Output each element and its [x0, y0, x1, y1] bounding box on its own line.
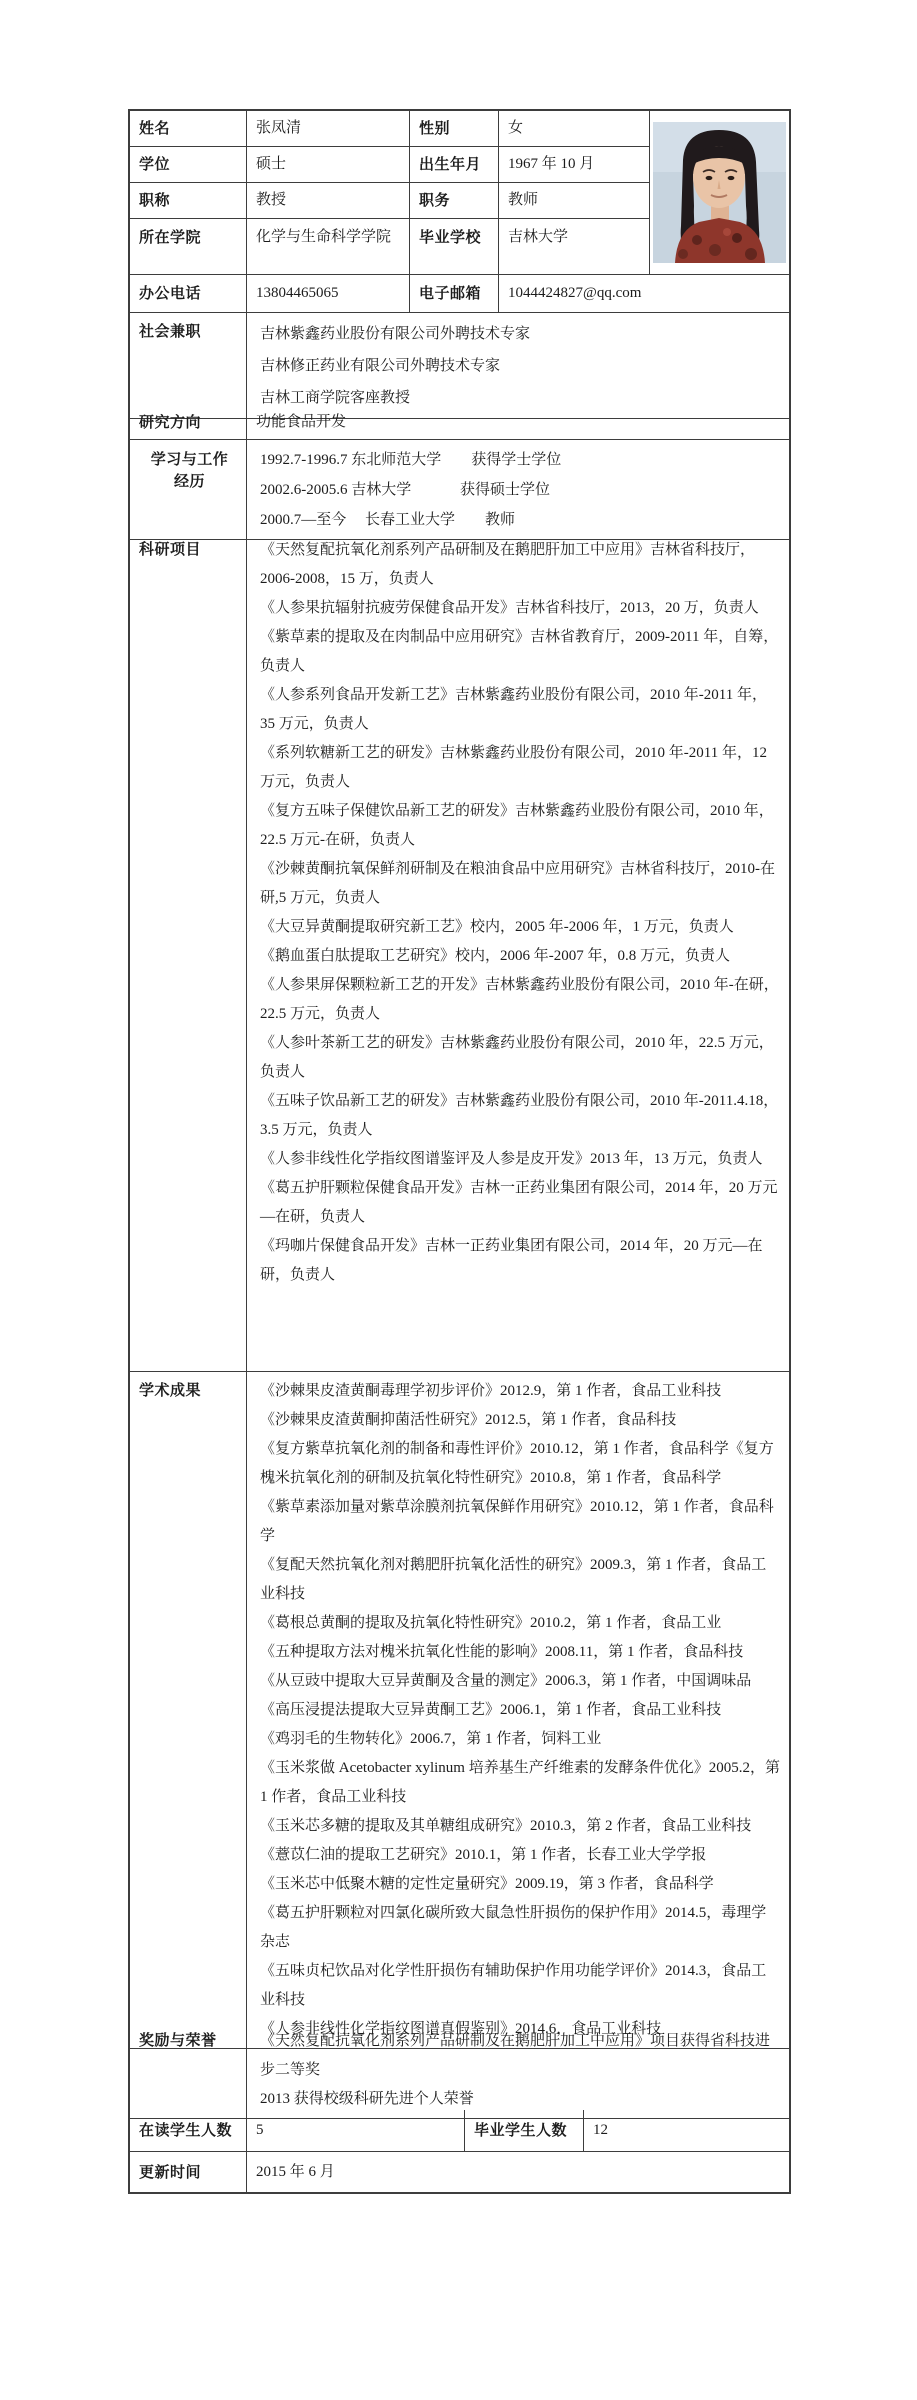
list-item: 《紫草素添加量对紫草涂膜剂抗氧保鲜作用研究》2010.12，第 1 作者，食品科学	[260, 1499, 774, 1544]
current-students-value: 5	[247, 2110, 465, 2152]
achievements-list	[247, 1372, 789, 2049]
projects-list	[247, 531, 789, 1372]
name-value: 张凤清	[247, 111, 410, 147]
college-value: 化学与生命科学学院	[247, 219, 410, 275]
list-item: 吉林紫鑫药业股份有限公司外聘技术专家	[260, 326, 531, 342]
list-item: 《五味子饮品新工艺的研发》吉林紫鑫药业股份有限公司，2010 年-2011.4.18，3.5 万元，负责人	[260, 1093, 779, 1138]
students-row	[130, 2110, 789, 2152]
list-item: 《五种提取方法对槐米抗氧化性能的影响》2008.11，第 1 作者，食品科技	[260, 1644, 744, 1660]
list-item: 《复方紫草抗氧化剂的制备和毒性评价》2010.12，第 1 作者，食品科学《复方槐米抗氧化剂的研制及抗氧化特性研究》2010.8，第 1 作者，食品科学	[260, 1441, 774, 1486]
current-students-label: 在读学生人数	[130, 2110, 247, 2152]
achievements-row	[130, 1372, 789, 2037]
office-phone-label: 办公电话	[130, 275, 247, 313]
graduated-students-label: 毕业学生人数	[465, 2110, 584, 2152]
list-item: 《葛根总黄酮的提取及抗氧化特性研究》2010.2，第 1 作者，食品工业	[260, 1615, 722, 1631]
list-item: 《沙棘果皮渣黄酮抑菌活性研究》2012.5，第 1 作者，食品科技	[260, 1412, 677, 1428]
list-item: 《玉米芯多糖的提取及其单糖组成研究》2010.3，第 2 作者，食品工业科技	[260, 1818, 752, 1834]
list-item: 吉林修正药业有限公司外聘技术专家	[260, 358, 501, 374]
list-item: 《沙棘果皮渣黄酮毒理学初步评价》2012.9，第 1 作者，食品工业科技	[260, 1383, 722, 1399]
email-label: 电子邮箱	[410, 275, 499, 313]
list-item: 2013 获得校级科研先进个人荣誉	[260, 2091, 474, 2107]
gender-label: 性别	[410, 111, 499, 147]
education-work-label-line2: 经历	[173, 473, 205, 490]
list-item: 《葛五护肝颗粒对四氯化碳所致大鼠急性肝损伤的保护作用》2014.5，毒理学杂志	[260, 1905, 767, 1950]
achievements-label: 学术成果	[130, 1372, 247, 2049]
list-item: 《玛咖片保健食品开发》吉林一正药业集团有限公司，2014 年，20 万元—在研，负责人	[260, 1238, 763, 1283]
list-item: 《人参果抗辐射抗疲劳保健食品开发》吉林省科技厅，2013，20 万，负责人	[260, 600, 759, 616]
list-item: 《天然复配抗氧化剂系列产品研制及在鹅肥肝加工中应用》项目获得省科技进步二等奖	[260, 2033, 771, 2078]
list-item: 《天然复配抗氧化剂系列产品研制及在鹅肥肝加工中应用》吉林省科技厅，2006-2008，15 万，负责人	[260, 542, 756, 587]
portrait-photo	[653, 122, 786, 263]
list-item: 《大豆异黄酮提取研究新工艺》校内，2005 年-2006 年，1 万元，负责人	[260, 919, 734, 935]
college-label: 所在学院	[130, 219, 247, 275]
list-item: 2002.6-2005.6 吉林大学 获得硕士学位	[260, 482, 550, 498]
awards-list	[247, 2022, 789, 2119]
list-item: 《人参非线性化学指纹图谱真假鉴别》2014.6，食品工业科技	[260, 2021, 662, 2037]
list-item: 《系列软糖新工艺的研发》吉林紫鑫药业股份有限公司，2010 年-2011 年，12 万元，负责人	[260, 745, 767, 790]
social-positions-row	[130, 313, 789, 406]
graduated-students-value: 12	[584, 2110, 789, 2152]
projects-label: 科研项目	[130, 531, 247, 1372]
position-value: 教师	[499, 183, 650, 219]
office-phone-value: 13804465065	[247, 275, 410, 313]
update-time-row	[130, 2152, 789, 2192]
basic-info-section	[130, 111, 789, 275]
education-work-label	[130, 440, 247, 540]
research-direction-value: 功能食品开发	[247, 406, 789, 440]
graduate-school-label: 毕业学校	[410, 219, 499, 275]
list-item: 《鹅血蛋白肽提取工艺研究》校内，2006 年-2007 年，0.8 万元，负责人	[260, 948, 730, 964]
social-positions-list	[247, 313, 789, 419]
projects-row	[130, 531, 789, 1372]
birthdate-label: 出生年月	[410, 147, 499, 183]
list-item: 《五味贞杞饮品对化学性肝损伤有辅助保护作用功能学评价》2014.3，食品工业科技	[260, 1963, 767, 2008]
education-work-label-line1: 学习与工作	[150, 451, 229, 468]
list-item: 《葛五护肝颗粒保健食品开发》吉林一正药业集团有限公司，2014 年，20 万元—在研，负责人	[260, 1180, 778, 1225]
title-value: 教授	[247, 183, 410, 219]
list-item: 2000.7—至今 长春工业大学 教师	[260, 512, 516, 528]
list-item: 《薏苡仁油的提取工艺研究》2010.1，第 1 作者，长春工业大学学报	[260, 1847, 707, 1863]
awards-label: 奖励与荣誉	[130, 2022, 247, 2119]
position-label: 职务	[410, 183, 499, 219]
research-direction-row	[130, 406, 789, 440]
photo-cell	[650, 111, 789, 275]
graduate-school-value: 吉林大学	[499, 219, 650, 275]
list-item: 《复配天然抗氧化剂对鹅肥肝抗氧化活性的研究》2009.3，第 1 作者，食品工业科技	[260, 1557, 767, 1602]
update-time-label: 更新时间	[130, 2152, 247, 2192]
faculty-profile-table	[128, 109, 791, 2194]
awards-row	[130, 2022, 789, 2110]
list-item: 《高压浸提法提取大豆异黄酮工艺》2006.1，第 1 作者，食品工业科技	[260, 1702, 722, 1718]
education-work-list	[247, 440, 789, 540]
list-item: 《玉米芯中低聚木糖的定性定量研究》2009.19，第 3 作者，食品科学	[260, 1876, 714, 1892]
list-item: 《紫草素的提取及在肉制品中应用研究》吉林省教育厅，2009-2011 年，自筹，负责人	[260, 629, 779, 674]
research-direction-label: 研究方向	[130, 406, 247, 440]
degree-value: 硕士	[247, 147, 410, 183]
update-time-value: 2015 年 6 月	[256, 2163, 335, 2180]
contact-row	[130, 275, 789, 313]
list-item: 《人参非线性化学指纹图谱鉴评及人参是皮开发》2013 年，13 万元，负责人	[260, 1151, 763, 1167]
list-item: 《鸡羽毛的生物转化》2006.7，第 1 作者，饲料工业	[260, 1731, 602, 1747]
list-item: 1992.7-1996.7 东北师范大学 获得学士学位	[260, 452, 562, 468]
list-item: 《人参系列食品开发新工艺》吉林紫鑫药业股份有限公司，2010 年-2011 年，35 万元，负责人	[260, 687, 767, 732]
degree-label: 学位	[130, 147, 247, 183]
list-item: 《人参叶茶新工艺的研发》吉林紫鑫药业股份有限公司，2010 年，22.5 万元，负责人	[260, 1035, 774, 1080]
list-item: 《复方五味子保健饮品新工艺的研发》吉林紫鑫药业股份有限公司，2010 年，22.5 万元-在研，负责人	[260, 803, 774, 848]
email-value: 1044424827@qq.com	[499, 275, 789, 313]
social-positions-label: 社会兼职	[130, 313, 247, 419]
name-label: 姓名	[130, 111, 247, 147]
title-label: 职称	[130, 183, 247, 219]
list-item: 《玉米浆做 Acetobacter xylinum 培养基生产纤维素的发酵条件优化》2005.2，第 1 作者，食品工业科技	[260, 1760, 780, 1805]
birthdate-value: 1967 年 10 月	[499, 147, 650, 183]
list-item: 《从豆豉中提取大豆异黄酮及含量的测定》2006.3，第 1 作者，中国调味品	[260, 1673, 752, 1689]
list-item: 吉林工商学院客座教授	[260, 390, 411, 406]
list-item: 《沙棘黄酮抗氧保鲜剂研制及在粮油食品中应用研究》吉林省科技厅，2010-在研,5 万元，负责人	[260, 861, 775, 906]
education-work-row	[130, 440, 789, 531]
list-item: 《人参果屏保颗粒新工艺的开发》吉林紫鑫药业股份有限公司，2010 年-在研，22.5 万元，负责人	[260, 977, 779, 1022]
gender-value: 女	[499, 111, 650, 147]
